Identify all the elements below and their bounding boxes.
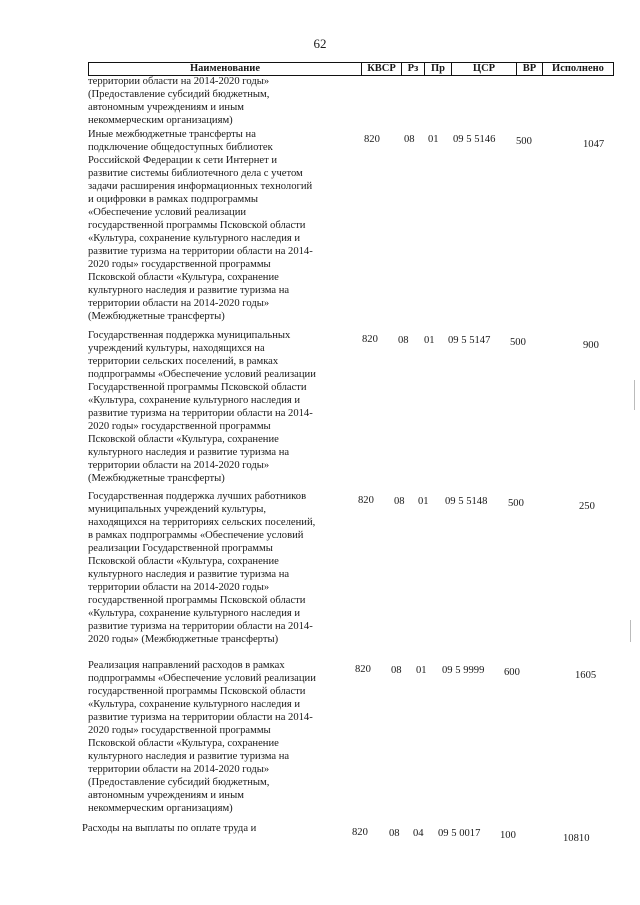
row-vr: 600 <box>504 667 520 678</box>
row-executed: 1047 <box>583 139 605 150</box>
row-rz: 08 <box>394 496 405 507</box>
row-pr: 01 <box>416 665 427 676</box>
row-kvsr: 820 <box>355 664 371 675</box>
row-csr: 09 5 5146 <box>453 134 496 145</box>
scan-artifact <box>634 380 635 410</box>
row-kvsr: 820 <box>364 134 380 145</box>
row-vr: 500 <box>516 136 532 147</box>
row-vr: 500 <box>508 498 524 509</box>
row-executed: 900 <box>583 340 599 351</box>
row-name: Иные межбюджетные трансферты на подключение общедоступных библиотек Российской Федерации к сети Интернет и развитие системы библиотечного дела с учетом задачи расширения информационных технологий и оцифровки в рамках подпрограммы «Обеспечение условий реализации государственной программы Псковской области «Культура, сохранение культурного наследия и развитие туризма на территории области на 2014- 2020 годы» государственной программы Псковской области «Культура, сохранение культурного наследия и развитие туризма на территории области на 2014-2020 годы» (Межбюджетные трансферты) <box>88 129 313 322</box>
row-executed: 250 <box>579 501 595 512</box>
row-name: территории области на 2014-2020 годы» (Предоставление субсидий бюджетным, автономным учреждениям и иным некоммерческим организациям) <box>88 76 270 126</box>
header-rz: Рз <box>401 62 425 76</box>
row-pr: 04 <box>413 828 424 839</box>
row-rz: 08 <box>398 335 409 346</box>
header-csr: ЦСР <box>451 62 517 76</box>
row-csr: 09 5 0017 <box>438 828 481 839</box>
row-vr: 100 <box>500 830 516 841</box>
row-executed: 10810 <box>563 833 590 844</box>
row-pr: 01 <box>428 134 439 145</box>
row-name: Расходы на выплаты по оплате труда и <box>82 823 257 834</box>
row-name: Реализация направлений расходов в рамках подпрограммы «Обеспечение условий реализации государственной программы Псковской области «Культура, сохранение культурного наследия и развитие туризма на территории области на 2014- 2020 годы» государственной программы Псковской области «Культура, сохранение культурного наследия и развитие туризма на территории области на 2014-2020 годы» (Предоставление субсидий бюджетным, автономным учреждениям и иным некоммерческим организациям) <box>88 660 316 814</box>
row-kvsr: 820 <box>362 334 378 345</box>
row-pr: 01 <box>418 496 429 507</box>
row-csr: 09 5 5148 <box>445 496 488 507</box>
page-number: 62 <box>313 36 327 51</box>
row-name: Государственная поддержка лучших работников муниципальных учреждений культуры, находящихся на территориях сельских поселений, в рамках подпрограммы «Обеспечение условий реализации Государственной программы Псковской области «Культура, сохранение культурного наследия и развитие туризма на территории области на 2014-2020 годы» государственной программы Псковской области «Культура, сохранение культурного наследия и развитие туризма на территории области на 2014- 2020 годы» (Межбюджетные трансферты) <box>88 491 316 645</box>
header-executed: Исполнено <box>542 62 614 76</box>
row-csr: 09 5 5147 <box>448 335 491 346</box>
header-name: Наименование <box>88 62 362 76</box>
row-pr: 01 <box>424 335 435 346</box>
row-executed: 1605 <box>575 670 597 681</box>
header-pr: Пр <box>424 62 452 76</box>
row-vr: 500 <box>510 337 526 348</box>
scan-artifact <box>630 620 631 642</box>
row-rz: 08 <box>389 828 400 839</box>
row-csr: 09 5 9999 <box>442 665 485 676</box>
row-kvsr: 820 <box>352 827 368 838</box>
row-rz: 08 <box>391 665 402 676</box>
header-kvsr: КВСР <box>361 62 402 76</box>
row-kvsr: 820 <box>358 495 374 506</box>
row-name: Государственная поддержка муниципальных учреждений культуры, находящихся на территории сельских поселений, в рамках подпрограммы «Обеспечение условий реализации Государственной программы Псковской области «Культура, сохранение культурного наследия и развитие туризма на территории области на 2014- 2020 годы» государственной программы Псковской области «Культура, сохранение культурного наследия и развитие туризма на территории области на 2014-2020 годы» (Межбюджетные трансферты) <box>88 330 316 484</box>
header-vr: ВР <box>516 62 543 76</box>
row-rz: 08 <box>404 134 415 145</box>
